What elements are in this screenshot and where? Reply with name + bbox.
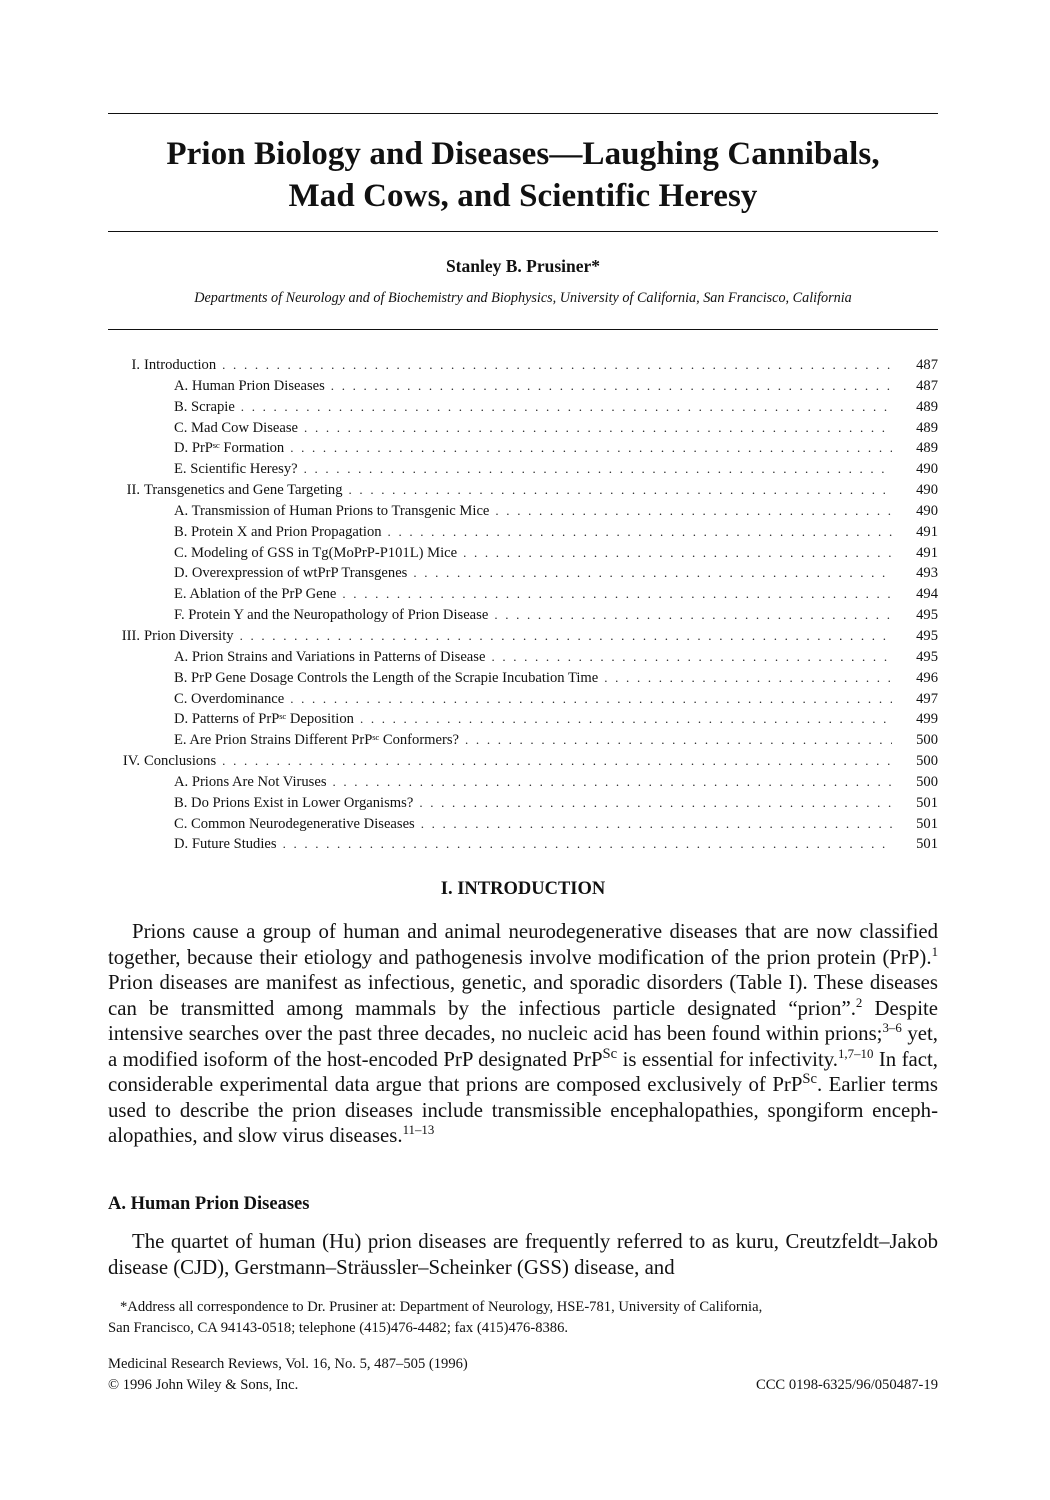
title-line-1: Prion Biology and Diseases—Laughing Cannibals, [166,136,880,172]
toc-leader-dots [360,709,892,730]
sc-superscript: Sc [802,1071,817,1088]
toc-section-number [108,814,140,835]
toc-section-number [108,772,140,793]
toc-entry-title: A. Human Prion Diseases [174,377,325,394]
toc-entry [108,751,938,772]
toc-section-number [108,501,140,522]
toc-page-number: 500 [916,732,938,749]
toc-section-number [108,793,140,814]
toc-leader-dots [491,647,892,668]
intro-paragraph [108,919,938,1149]
toc-entry-title: A. Prion Strains and Variations in Patterns of Disease [174,648,486,665]
correspondence-footnote [108,1297,938,1339]
human-prion-paragraph: The quartet of human (Hu) prion diseases are frequently referred to as kuru, Creutzfeldt–Jakob disease (CJD), Gerstmann–Sträussler–Scheinker (GSS) disease, and [108,1230,938,1279]
toc-leader-dots [222,751,892,772]
toc-entry [108,647,938,668]
toc-section-number [108,730,140,751]
toc-entry [108,563,938,584]
toc-entry-title: Introduction [144,357,217,373]
toc-section-number [108,543,140,564]
toc-page-number: 501 [916,794,938,811]
toc-section-number: II. [126,482,140,499]
toc-entry [108,689,938,710]
toc-entry-title: Prion Diversity [144,627,234,644]
toc-entry [108,397,938,418]
toc-entry-title: C. Mad Cow Disease [174,419,299,436]
toc-leader-dots [222,355,892,376]
intro-sentence-7: . Earlier terms used to describe the prion diseases include transmissible encephalopathies, spongiform encephalopathies, and slow virus diseases. [108,1073,938,1147]
toc-page-number: 497 [916,690,938,707]
toc-entry [108,772,938,793]
toc-entry-title: D. Future Studies [174,836,277,853]
subsection-heading: A. Human Prion Diseases [108,1194,310,1214]
toc-leader-dots [240,626,892,647]
toc-entry-title: E. Ablation of the PrP Gene [174,586,337,603]
toc-entry [108,543,938,564]
toc-page-number: 493 [916,565,938,582]
journal-citation: Medicinal Research Reviews, Vol. 16, No. 5, 487–505 (1996) [108,1356,468,1372]
toc-section-number [108,584,140,605]
ccc-code: CCC 0198-6325/96/050487-19 [755,1377,938,1393]
toc-section-number [108,397,140,418]
toc-section-number [108,438,140,459]
toc-page-number: 491 [916,523,938,540]
toc-section-number [108,563,140,584]
toc-entry [108,814,938,835]
toc-leader-dots [283,834,892,855]
toc-entry [108,626,938,647]
toc-leader-dots [421,814,892,835]
toc-leader-dots [290,689,892,710]
toc-section-number [108,834,140,855]
toc-leader-dots [331,376,892,397]
toc-entry [108,501,938,522]
toc-entry-title: F. Protein Y and the Neuropathology of Prion Disease [174,607,489,624]
ref-superscript: 1 [931,944,938,959]
toc-page-number: 495 [916,627,938,644]
toc-page-number: 490 [916,502,938,519]
toc-entry [108,522,938,543]
toc-page-number: 490 [916,482,938,499]
section-heading: I. INTRODUCTION [440,879,606,899]
toc-leader-dots [290,438,892,459]
toc-entry [108,376,938,397]
toc-leader-dots [304,459,892,480]
top-rule [108,113,938,114]
toc-page-number: 500 [916,753,938,770]
toc-leader-dots [494,605,892,626]
toc-entry-title: Transgenetics and Gene Targeting [144,482,343,499]
toc-entry [108,709,938,730]
toc-entry-title: D. PrPˢᶜ Formation [174,440,285,457]
article-title [108,133,938,217]
intro-sentence-2: Prion diseases are manifest as infectious, genetic, and sporadic disorders (Table I). These diseases can be transmitted among mammals by the infectious particle designated “prion”. [108,971,938,1020]
toc-page-number: 501 [916,836,938,853]
toc-leader-dots [241,397,892,418]
toc-page-number: 496 [916,669,938,686]
toc-leader-dots [419,793,892,814]
footnote-line-2: San Francisco, CA 94143-0518; telephone (415)476-4482; fax (415)476-8386. [108,1320,569,1336]
toc-entry-title: D. Overexpression of wtPrP Transgenes [174,565,408,582]
toc-entry [108,668,938,689]
toc-entry-title: E. Scientific Heresy? [174,461,298,478]
toc-entry [108,480,938,501]
toc-leader-dots [604,668,892,689]
toc-entry [108,834,938,855]
toc-page-number: 489 [916,440,938,457]
title-rule [108,231,938,232]
toc-page-number: 489 [916,419,938,436]
toc-entry [108,730,938,751]
toc-page-number: 487 [916,377,938,394]
journal-info [108,1354,468,1396]
toc-section-number [108,459,140,480]
intro-sentence-1: Prions cause a group of human and animal neurodegenerative diseases that are now classified together, because their etiology and pathogenesis involve modification of the prion protein (PrP). [108,920,938,969]
toc-entry-title: A. Transmission of Human Prions to Transgenic Mice [174,502,490,519]
intro-sentence-5: is essential for infectivity. [617,1047,838,1071]
toc-leader-dots [465,730,892,751]
toc-entry-title: C. Overdominance [174,690,285,707]
ref-superscript: 1,7–10 [837,1046,874,1061]
toc-page-number: 487 [916,357,938,373]
author-name: Stanley B. Prusiner* [445,256,601,276]
toc-entry-title: B. Protein X and Prion Propagation [174,523,382,540]
toc-leader-dots [333,772,893,793]
intro-sentence-4: yet, a modified isoform of the host-encoded PrP designated PrP [108,1022,938,1071]
copyright-notice: © 1996 John Wiley & Sons, Inc. [108,1377,299,1393]
toc-section-number: I. [131,357,140,373]
toc-leader-dots [388,522,892,543]
toc-entry-title: E. Are Prion Strains Different PrPˢᶜ Conformers? [174,732,460,749]
toc-entry [108,418,938,439]
toc-entry-title: B. Scrapie [174,398,235,415]
toc-leader-dots [342,584,892,605]
author-affiliation: Departments of Neurology and of Biochemistry and Biophysics, University of California, San Francisco, California [194,290,852,306]
footnote-line-1: *Address all correspondence to Dr. Prusiner at: Department of Neurology, HSE-781, University of California, [120,1299,763,1315]
toc-entry [108,793,938,814]
toc-page-number: 499 [916,711,938,728]
toc-section-number [108,709,140,730]
toc-entry [108,605,938,626]
toc-page-number: 490 [916,461,938,478]
toc-entry-title: B. Do Prions Exist in Lower Organisms? [174,794,414,811]
toc-page-number: 491 [916,544,938,561]
toc-entry-title: A. Prions Are Not Viruses [174,773,327,790]
toc-section-number [108,522,140,543]
toc-entry-title: C. Modeling of GSS in Tg(MoPrP-P101L) Mice [174,544,458,561]
toc-entry-title: D. Patterns of PrPˢᶜ Deposition [174,711,354,728]
toc-leader-dots [349,480,892,501]
toc-page-number: 494 [916,586,938,603]
toc-section-number [108,668,140,689]
title-line-2: Mad Cows, and Scientific Heresy [288,178,758,214]
toc-leader-dots [413,563,892,584]
toc-page-number: 500 [916,773,938,790]
toc-entry [108,438,938,459]
toc-entry [108,355,938,376]
toc-entry-title: B. PrP Gene Dosage Controls the Length of the Scrapie Incubation Time [174,669,599,686]
toc-page-number: 489 [916,398,938,415]
toc-entry [108,584,938,605]
intro-sentence-6: In fact, considerable experimental data argue that prions are composed exclusively of PrP [108,1047,938,1096]
ref-superscript: 11–13 [402,1123,435,1138]
toc-leader-dots [304,418,892,439]
toc-page-number: 495 [916,648,938,665]
toc-section-number [108,689,140,710]
intro-sentence-3: Despite intensive searches over the past three decades, no nucleic acid has been found within prions; [108,996,938,1045]
affiliation-rule [108,329,938,330]
toc-section-number: IV. [122,753,140,770]
toc-entry-title: C. Common Neurodegenerative Diseases [174,815,415,832]
toc-section-number [108,418,140,439]
toc-section-number [108,376,140,397]
toc-entry-title: Conclusions [144,753,217,770]
toc-page-number: 495 [916,607,938,624]
ref-superscript: 2 [855,995,863,1010]
ref-superscript: 3–6 [882,1021,902,1036]
sc-superscript: Sc [602,1045,618,1062]
toc-leader-dots [463,543,892,564]
toc-entry [108,459,938,480]
table-of-contents [108,355,938,855]
toc-section-number: III. [121,627,140,644]
toc-section-number [108,605,140,626]
toc-leader-dots [495,501,892,522]
toc-section-number [108,647,140,668]
toc-page-number: 501 [916,815,938,832]
